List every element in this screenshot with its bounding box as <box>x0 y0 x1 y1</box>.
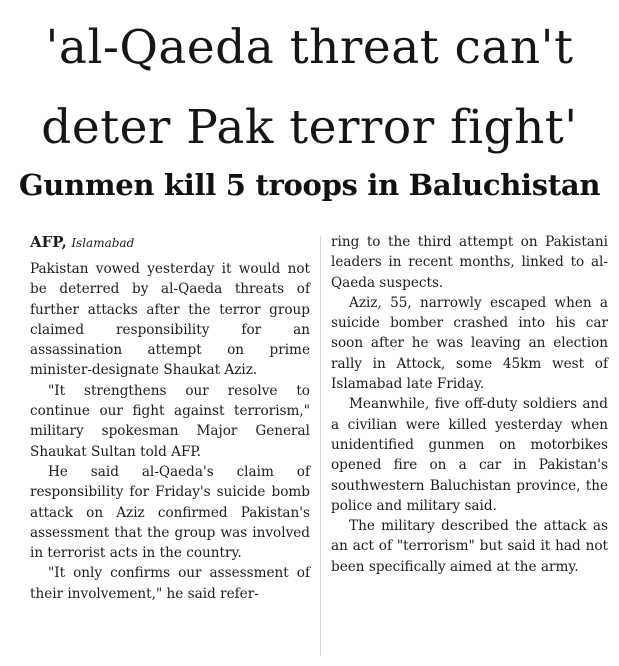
paragraph: "It strengthens our resolve to continue our fight against terrorism," military spokesman Major General Shaukat Sultan told AFP. <box>30 382 310 460</box>
paragraph: The military described the attack as an act of "terrorism" but said it had not been specifically aimed at the army. <box>331 518 608 575</box>
column-divider <box>320 236 321 656</box>
article-column-left <box>30 232 310 604</box>
byline <box>30 232 310 253</box>
byline-agency: AFP, <box>30 233 67 251</box>
subheadline: Gunmen kill 5 troops in Baluchistan <box>18 168 601 202</box>
headline-line-1: 'al-Qaeda threat can't <box>45 20 574 75</box>
paragraph: "It only confirms our assessment of their involvement," he said refer- <box>30 565 310 602</box>
paragraph: Meanwhile, five off-duty soldiers and a civilian were killed yesterday when unidentified gunmen on motorbikes opened fire on a car in Pakistan's southwestern Baluchistan province, the police and military said. <box>331 396 608 514</box>
byline-location: Islamabad <box>71 236 135 250</box>
paragraph: ring to the third attempt on Pakistani leaders in recent months, linked to al-Qaeda suspects. <box>331 234 608 291</box>
paragraph: Aziz, 55, narrowly escaped when a suicide bomber crashed into his car soon after he was leaving an election rally in Attock, some 45km west of Islamabad late Friday. <box>331 294 608 393</box>
article-column-right <box>331 232 608 577</box>
headline-line-2: deter Pak terror fight' <box>41 100 578 155</box>
paragraph: Pakistan vowed yesterday it would not be deterred by al-Qaeda threats of further attacks after the terror group claimed responsibility for an assassination attempt on prime minister-designate Shaukat Aziz. <box>30 261 310 379</box>
paragraph: He said al-Qaeda's claim of responsibility for Friday's suicide bomb attack on Aziz confirmed Pakistan's assessment that the group was involved in terrorist acts in the country. <box>30 463 310 562</box>
